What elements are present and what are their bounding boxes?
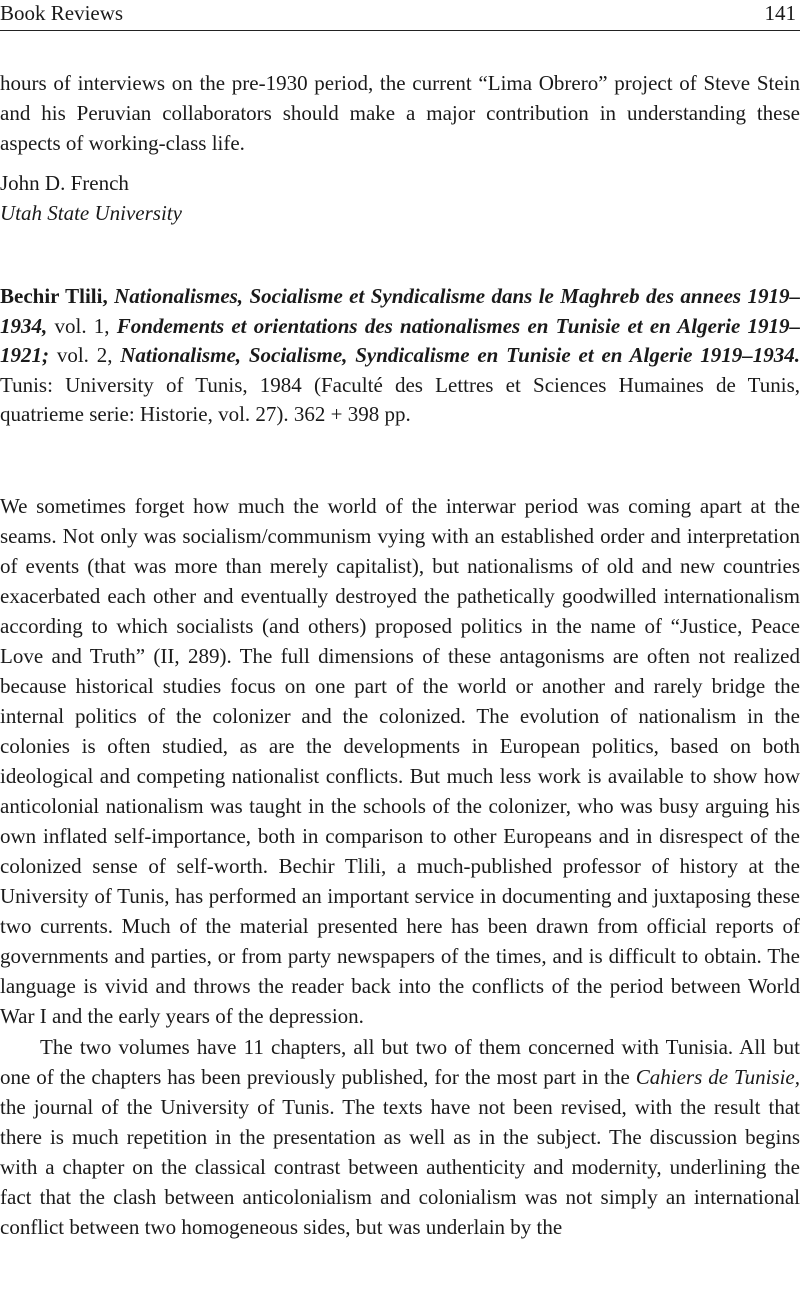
header-rule <box>0 30 800 31</box>
citation-publication: Tunis: University of Tunis, 1984 (Faculté des Lettres et Sciences Humaines de Tunis, quatrieme serie: Historie, vol. 27). 362 + 398 pp. <box>0 372 800 426</box>
running-header <box>0 0 800 30</box>
paragraph-2-text-before: The two volumes have 11 chapters, all but two of them concerned with Tunisia. All but one of the chapters has been previously published, for the most part in the <box>0 1035 800 1089</box>
paragraph-2-text-after: the journal of the University of Tunis. The texts have not been revised, with the result that there is much repetition in the presentation as well as in the subject. The discussion begins with a chapter on the classical contrast between authenticity and modernity, underlining the fact that the clash between anticolonialism and colonialism was not simply an international conflict between two homogeneous sides, but was underlain by the <box>0 1095 800 1239</box>
citation-vol2-label: vol. 2, <box>56 343 113 367</box>
reviewer-name: John D. French <box>0 171 129 195</box>
citation-vol2-title: Nationalisme, Socialisme, Syndicalisme en Tunisie et en Algerie 1919–1934. <box>120 343 800 367</box>
citation-author: Bechir Tlili, <box>0 284 108 308</box>
citation-vol1-label: vol. 1, <box>54 313 110 338</box>
review-paragraph-1: We sometimes forget how much the world of the interwar period was coming apart at the seams. Not only was socialism/communism vying with an established order and interpretation of events (that was more than merely capitalist), but nationalisms of old and new countries exacerbated each other and eventually destroyed the pathetically goodwilled internationalism according to which socialists (and others) proposed politics in the name of “Justice, Peace Love and Truth” (II, 289). The full dimensions of these antagonisms are often not realized because historical studies focus on one part of the world or another and rarely bridge the internal politics of the colonizer and the colonized. The evolution of nationalism in the colonies is often studied, as are the developments in European politics, based on both ideological and competing nationalist conflicts. But much less work is available to show how anticolonial nationalism was taught in the schools of the colonizer, who was busy arguing his own inflated self-importance, both in comparison to other Europeans and in disrespect of the colonized sense of self-worth. Bechir Tlili, a much-published professor of history at the University of Tunis, has performed an important service in documenting and juxtaposing these two currents. Much of the material presented here has been drawn from official reports of governments and parties, or from party newspapers of the times, and is difficult to obtain. The language is vivid and throws the reader back into the conflicts of the period between World War I and the early years of the depression. <box>0 494 800 1028</box>
review-paragraph-2 <box>0 1032 800 1242</box>
citation-vol1-title: Fondements et orientations des nationalismes en Tunisie et en Algerie 1919–1921; <box>0 313 800 367</box>
citation-title: Nationalismes, Socialisme et Syndicalisme dans le Maghreb des annees 1919–1934, <box>0 284 800 338</box>
reviewer-institution: Utah State University <box>0 201 182 225</box>
page-number: 141 <box>764 1 796 25</box>
previous-review-closing-paragraph: hours of interviews on the pre-1930 period, the current “Lima Obrero” project of Steve Stein and his Peruvian collaborators should make a major contribution in understanding these aspects of working-class life. <box>0 71 800 155</box>
book-citation <box>0 282 800 430</box>
section-title: Book Reviews <box>0 1 124 25</box>
journal-title: Cahiers de Tunisie, <box>635 1065 800 1089</box>
